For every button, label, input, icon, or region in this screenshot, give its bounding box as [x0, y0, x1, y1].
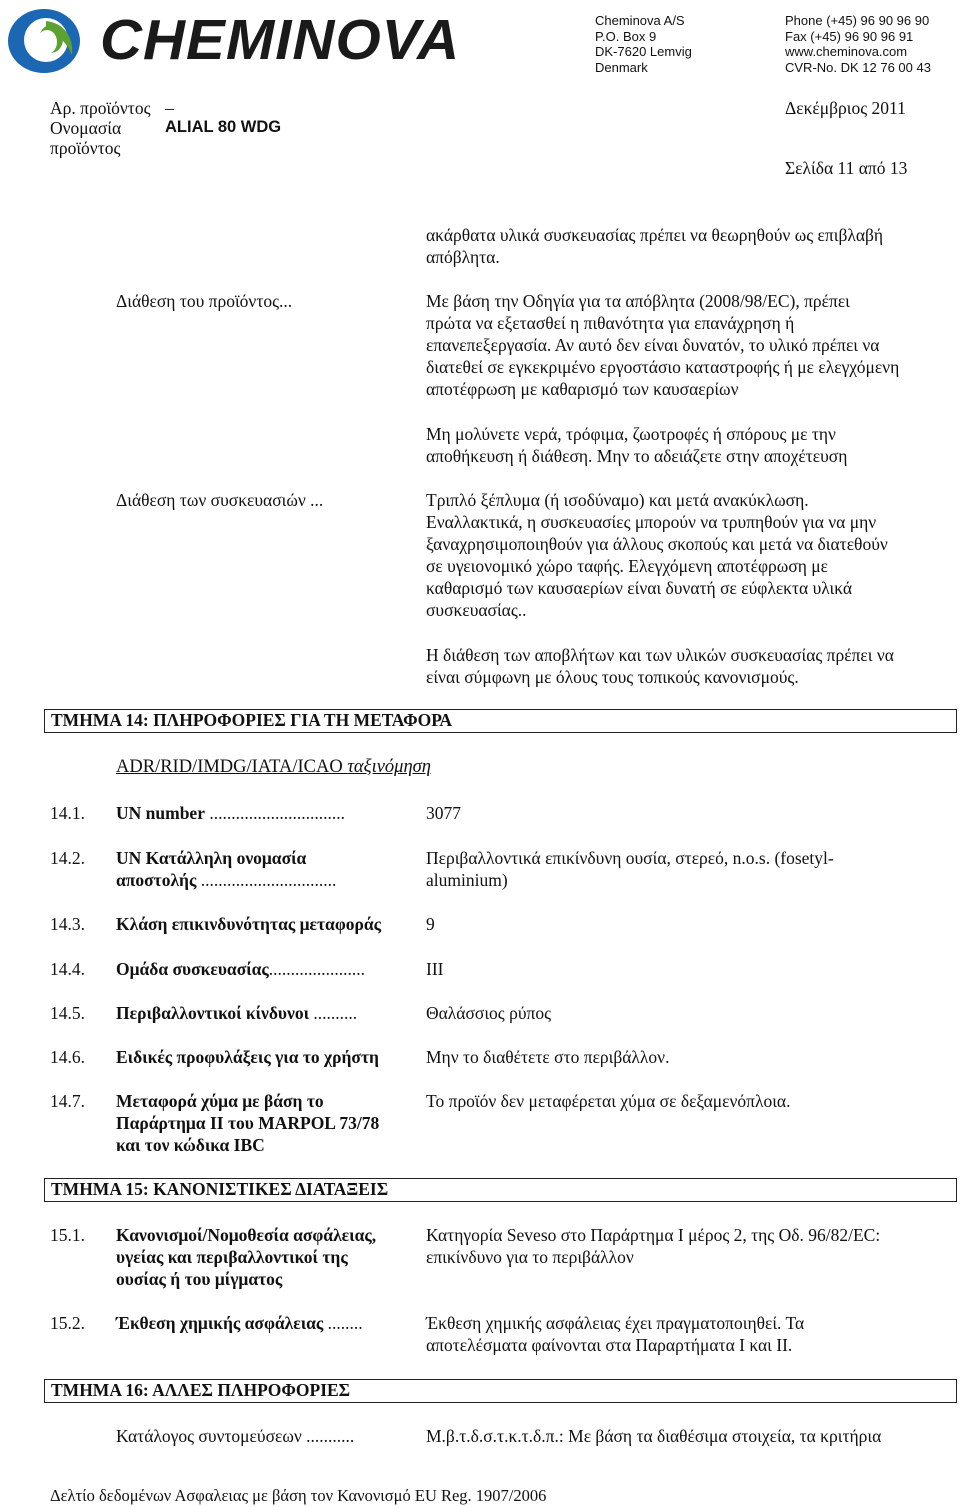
dot-leader: ........ — [323, 1313, 363, 1333]
text-line: Τριπλό ξέπλυμα (ή ισοδύναμο) και μετά ανακύκλωση. — [426, 490, 809, 510]
item-label — [116, 1090, 379, 1156]
text-line: επικίνδυνο για το περιβάλλον — [426, 1247, 634, 1267]
section-16-header: ΤΜΗΜΑ 16: ΑΛΛΕΣ ΠΛΗΡΟΦΟΡΙΕΣ — [44, 1379, 957, 1403]
item-value: Το προϊόν δεν μεταφέρεται χύμα σε δεξαμενόπλοια. — [426, 1091, 791, 1111]
contact-line: CVR-No. DK 12 76 00 43 — [785, 59, 931, 75]
text-line: Εναλλακτικά, η συσκευασίες μπορούν να τρυπηθούν για να μην — [426, 512, 877, 532]
disposal-continuation — [426, 224, 883, 268]
item-label — [116, 847, 336, 891]
item-value: III — [426, 959, 444, 979]
no-pollute-text — [426, 423, 847, 467]
company-line: Cheminova A/S — [595, 13, 685, 28]
packaging-disposal-text — [426, 489, 888, 621]
text-line: Μεταφορά χύμα με βάση το — [116, 1091, 324, 1111]
contact-line: www.cheminova.com — [785, 44, 908, 59]
text-line: είναι σύμφωνη με όλους τους τοπικούς κανονισμούς. — [426, 667, 799, 687]
product-name: ALIAL 80 WDG — [165, 118, 282, 136]
text-line: ακάρθατα υλικά συσκευασίας πρέπει να θεωρηθούν ως επιβλαβή — [426, 225, 884, 245]
company-line: DK-7620 Lemvig — [595, 44, 692, 59]
text-line: aluminium) — [426, 870, 508, 890]
dot-leader: ...................... — [268, 959, 366, 979]
abbreviations-label: Κατάλογος συντομεύσεων ........... — [116, 1426, 355, 1446]
text-line: Κατηγορία Seveso στο Παράρτημα I μέρος 2, της Οδ. 96/82/EC: — [426, 1225, 881, 1245]
text-line: Η διάθεση των αποβλήτων και των υλικών συσκευασίας πρέπει να — [426, 645, 894, 665]
dot-leader: ............................... — [204, 803, 345, 823]
item-label: Ειδικές προφυλάξεις για το χρήστη — [116, 1047, 379, 1067]
product-no-value: – — [165, 98, 174, 118]
text-line: καθαρισμό των καυσαερίων είναι δυνατή σε εύφλεκτα υλικά — [426, 578, 853, 598]
footer-text: Δελτίο δεδομένων Ασφαλειας με βάση τον Κανονισμό EU Reg. 1907/2006 — [50, 1486, 547, 1505]
text-line: ξαναχρησιμοποιηθούν για άλλους σκοπούς και μετά να διατεθούν — [426, 534, 888, 554]
logo-wordmark: CHEMINOVA — [100, 8, 461, 72]
item-number: 14.1. — [50, 803, 85, 823]
label-bold: Έκθεση χημικής ασφάλειας — [116, 1313, 324, 1333]
item-value — [426, 1224, 880, 1268]
item-label — [116, 1224, 376, 1290]
product-disposal-text — [426, 290, 899, 400]
item-label — [116, 1002, 357, 1024]
text-line: επανεπεξεργασία. Αν αυτό δεν είναι δυνατόν, το υλικό πρέπει να — [426, 335, 880, 355]
compliance-text — [426, 644, 894, 688]
dot-leader: ............................... — [196, 870, 337, 890]
item-number: 14.2. — [50, 848, 85, 868]
text-line: Μη μολύνετε νερά, τρόφιμα, ζωοτροφές ή σπόρους με την — [426, 424, 836, 444]
transport-classification-heading — [116, 757, 431, 778]
section-15-header: ΤΜΗΜΑ 15: ΚΑΝΟΝΙΣΤΙΚΕΣ ΔΙΑΤΑΞΕΙΣ — [44, 1178, 957, 1202]
classification-italic: ταξινόμηση — [347, 757, 431, 777]
item-number: 15.2. — [50, 1313, 85, 1333]
text-line: Έκθεση χημικής ασφάλειας έχει πραγματοποιηθεί. Τα — [426, 1313, 805, 1333]
text-line: πρώτα να εξετασθεί η πιθανότητα για επανάχρηση ή — [426, 313, 795, 333]
item-value: Θαλάσσιος ρύπος — [426, 1003, 552, 1023]
label-bold: UN Κατάλληλη ονομασία — [116, 848, 307, 868]
item-value: 3077 — [426, 803, 461, 823]
product-name-label-2: προϊόντος — [50, 138, 121, 158]
company-contact — [785, 13, 931, 75]
cheminova-logo-icon — [6, 7, 86, 75]
text-line: αποτέφρωση με καθαρισμό των καυσαερίων — [426, 379, 739, 399]
abbreviations-value: Μ.β.τ.δ.σ.τ.κ.τ.δ.π.: Με βάση τα διαθέσιμα στοιχεία, τα κριτήρια — [426, 1426, 882, 1446]
text-line: Με βάση την Οδηγία για τα απόβλητα (2008/98/EC), πρέπει — [426, 291, 850, 311]
item-label — [116, 1312, 363, 1334]
item-number: 15.1. — [50, 1225, 85, 1245]
product-name-label: Ονομασία — [50, 118, 122, 138]
text-line: αποτελέσματα φαίνονται στα Παραρτήματα I και II. — [426, 1335, 793, 1355]
dot-leader: .......... — [309, 1003, 358, 1023]
text-line: αποθήκευση ή διάθεση. Μην το αδειάζετε στην αποχέτευση — [426, 446, 848, 466]
item-value: 9 — [426, 914, 435, 934]
company-address — [595, 13, 692, 75]
item-value — [426, 1312, 804, 1356]
classification-text: ADR/RID/IMDG/IATA/ICAO — [116, 757, 348, 777]
item-label: Κλάση επικινδυνότητας μεταφοράς — [116, 914, 382, 934]
item-value — [426, 847, 834, 891]
text-line: ουσίας ή του μίγματος — [116, 1269, 283, 1289]
text-line: συσκευασίας.. — [426, 600, 527, 620]
item-label — [116, 958, 365, 980]
product-no-label: Αρ. προϊόντος — [50, 98, 151, 118]
text-line: Κανονισμοί/Νομοθεσία ασφάλειας, — [116, 1225, 377, 1245]
item-number: 14.7. — [50, 1091, 85, 1111]
packaging-disposal-label: Διάθεση των συσκευασιών ... — [116, 490, 324, 510]
text-line: υγείας και περιβαλλοντικοί της — [116, 1247, 348, 1267]
label-bold: UN number — [116, 803, 205, 823]
company-line: P.O. Box 9 — [595, 28, 657, 44]
label-bold: Περιβαλλοντικοί κίνδυνοι — [116, 1003, 310, 1023]
item-number: 14.3. — [50, 914, 85, 934]
text-line: Περιβαλλοντικά επικίνδυνη ουσία, στερεό, n.o.s. (fosetyl- — [426, 848, 834, 868]
item-number: 14.4. — [50, 959, 85, 979]
text-line: σε υγειονομικό χώρο ταφής. Ελεγχόμενη αποτέφρωση με — [426, 556, 829, 576]
item-value: Μην το διαθέτετε στο περιβάλλον. — [426, 1047, 670, 1067]
text-line: απόβλητα. — [426, 247, 500, 267]
text-line: Παράρτημα II του MARPOL 73/78 — [116, 1113, 380, 1133]
text-line: διατεθεί σε εγκεκριμένο εργοστάσιο καταστροφής ή με ελεγχόμενη — [426, 357, 900, 377]
item-number: 14.5. — [50, 1003, 85, 1023]
label-bold: αποστολής — [116, 870, 197, 890]
contact-line: Phone (+45) 96 90 96 90 — [785, 13, 930, 28]
label-bold: Ομάδα συσκευασίας — [116, 959, 269, 979]
product-disposal-label: Διάθεση του προϊόντος... — [116, 291, 293, 311]
company-line: Denmark — [595, 59, 648, 75]
item-number: 14.6. — [50, 1047, 85, 1067]
text-line: και τον κώδικα IBC — [116, 1135, 265, 1155]
page-number: Σελίδα 11 από 13 — [785, 158, 908, 178]
item-label — [116, 802, 345, 824]
section-14-header: ΤΜΗΜΑ 14: ΠΛΗΡΟΦΟΡΙΕΣ ΓΙΑ ΤΗ ΜΕΤΑΦΟΡΑ — [44, 709, 957, 733]
document-date: Δεκέμβριος 2011 — [785, 98, 906, 118]
contact-line: Fax (+45) 96 90 96 91 — [785, 28, 914, 44]
